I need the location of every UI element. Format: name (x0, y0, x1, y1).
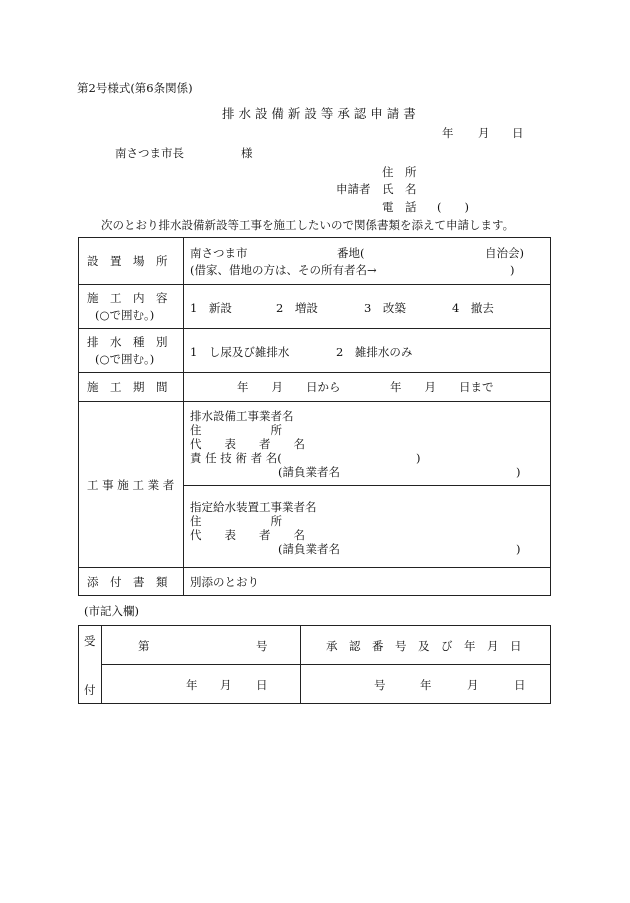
uke-label: 受 (84, 634, 96, 648)
drain-contractor-engineer-close: ) (416, 451, 421, 465)
applicant-role-label: 申請者 (336, 182, 371, 196)
location-jichikai: 自治会) (485, 246, 524, 260)
construction-sub: (○で囲む。) (95, 308, 155, 322)
water-contractor-rep: 代 表 者 名 (190, 528, 305, 542)
drainage-option-sewage: 1 し尿及び雑排水 (190, 345, 290, 359)
drain-subcontractor-close: ) (516, 465, 521, 479)
water-subcontractor: (請負業者名 (278, 542, 340, 556)
receipt-day: 日 (256, 678, 268, 692)
form-number: 第2号様式(第6条関係) (77, 81, 193, 95)
location-owner-note: (借家、借地の方は、その所有者名→ (190, 263, 377, 277)
city-row-separator (101, 664, 551, 665)
applicant-name-label: 氏 名 (382, 182, 417, 196)
statement: 次のとおり排水設備新設等工事を施工したいので関係書類を添えて申請します。 (101, 218, 515, 232)
drain-contractor-rep: 代 表 者 名 (190, 437, 305, 451)
approval-heading: 承 認 番 号 及 び 年 月 日 (326, 639, 522, 653)
drainage-option-grey: 2 雑排水のみ (336, 345, 413, 359)
date-year-label: 年 (442, 126, 454, 140)
city-section-heading: (市記入欄) (84, 604, 139, 618)
row-separator (78, 401, 551, 402)
location-owner-close: ) (510, 263, 515, 277)
row-separator (78, 284, 551, 285)
location-label: 設 置 場 所 (87, 254, 168, 268)
approval-day: 日 (514, 678, 526, 692)
attachment-label: 添 付 書 類 (87, 575, 168, 589)
receipt-gou: 号 (256, 639, 268, 653)
addressee: 南さつま市長 (115, 146, 184, 160)
period-from: 年 月 日から (237, 380, 341, 394)
water-subcontractor-close: ) (516, 542, 521, 556)
construction-label: 施 工 内 容 (87, 291, 168, 305)
attachment-value: 別添のとおり (190, 575, 259, 589)
drain-contractor-name: 排水設備工事業者名 (190, 409, 294, 423)
table-divider (183, 237, 184, 596)
receipt-year: 年 (186, 678, 198, 692)
drain-contractor-address: 住 所 (190, 423, 282, 437)
receipt-dai: 第 (138, 639, 150, 653)
water-contractor-name: 指定給水装置工事業者名 (190, 500, 317, 514)
tsuke-label: 付 (84, 683, 96, 697)
approval-year: 年 (420, 678, 432, 692)
page-title: 排 水 設 備 新 設 等 承 認 申 請 書 (222, 106, 416, 121)
drain-contractor-engineer: 責 任 技 術 者 名( (190, 451, 282, 465)
row-separator (78, 328, 551, 329)
approval-gou: 号 (374, 678, 386, 692)
phone-parens: ( ) (437, 200, 469, 214)
receipt-month: 月 (220, 678, 232, 692)
honorific: 様 (241, 146, 253, 160)
date-month-label: 月 (478, 126, 490, 140)
location-banchi: 番地( (337, 246, 365, 260)
drainage-label: 排 水 種 別 (87, 335, 168, 349)
approval-month: 月 (467, 678, 479, 692)
construction-option-new: 1 新設 (190, 301, 232, 315)
date-day-label: 日 (512, 126, 524, 140)
construction-option-expand: 2 増設 (276, 301, 318, 315)
applicant-phone-label: 電 話 (382, 200, 417, 214)
water-contractor-address: 住 所 (190, 514, 282, 528)
location-city: 南さつま市 (190, 246, 248, 260)
row-separator (78, 372, 551, 373)
period-to: 年 月 日まで (390, 380, 494, 394)
construction-option-rebuild: 3 改築 (364, 301, 406, 315)
row-separator (183, 485, 551, 486)
applicant-address-label: 住 所 (382, 165, 417, 179)
drainage-sub: (○で囲む。) (95, 352, 155, 366)
period-label: 施 工 期 間 (87, 380, 168, 394)
contractor-label: 工 事 施 工 業 者 (87, 478, 175, 492)
drain-subcontractor: (請負業者名 (278, 465, 340, 479)
construction-option-remove: 4 撤去 (452, 301, 494, 315)
row-separator (78, 567, 551, 568)
